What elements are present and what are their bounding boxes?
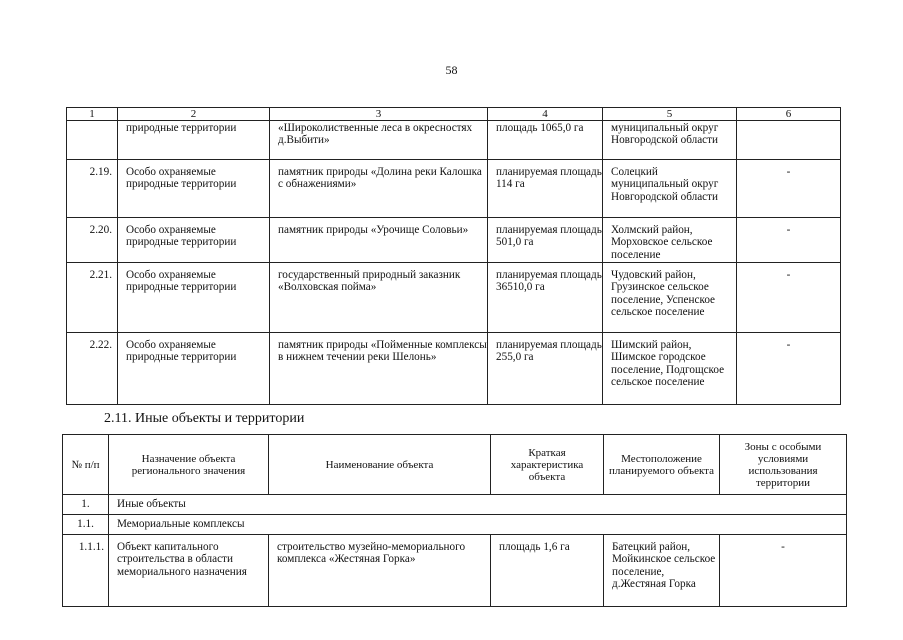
object-name: памятник природы «Урочище Соловьи» (270, 218, 488, 263)
object-purpose: Объект капитального строительства в области мемориального назначения (109, 535, 269, 607)
section-title: 2.11. Иные объекты и территории (104, 411, 305, 426)
header-zones: Зоны с особыми условиями использования территории (720, 435, 847, 495)
object-characteristic: планируемая площадь 255,0 га (488, 333, 603, 405)
row-number: 2.22. (67, 333, 118, 405)
restricted-zones: - (720, 535, 847, 607)
table-row (67, 263, 841, 333)
objects-table-continued (66, 107, 841, 405)
header-number: № п/п (63, 435, 109, 495)
object-name: памятник природы «Пойменные комплексы в нижнем течении реки Шелонь» (270, 333, 488, 405)
restricted-zones: - (737, 263, 841, 333)
object-characteristic: площадь 1,6 га (491, 535, 604, 607)
column-number: 6 (737, 108, 841, 121)
object-location: Холмский район, Морховское сельское поселение (603, 218, 737, 263)
column-number-row (67, 108, 841, 121)
table-row (67, 121, 841, 160)
group-label: Иные объекты (109, 495, 847, 515)
page-number: 58 (445, 63, 458, 77)
row-number: 2.21. (67, 263, 118, 333)
header-purpose: Назначение объекта регионального значения (109, 435, 269, 495)
object-characteristic: планируемая площадь 501,0 га (488, 218, 603, 263)
row-number: 1.1.1. (63, 535, 109, 607)
object-name: памятник природы «Долина реки Калошка с обнажениями» (270, 160, 488, 218)
table-row (67, 160, 841, 218)
subgroup-label: Мемориальные комплексы (109, 515, 847, 535)
restricted-zones: - (737, 333, 841, 405)
object-purpose: Особо охраняемые природные территории (118, 218, 270, 263)
table-header-row (63, 435, 847, 495)
subgroup-row (63, 515, 847, 535)
object-location: Солецкий муниципальный округ Новгородской области (603, 160, 737, 218)
object-name: государственный природный заказник «Волховская пойма» (270, 263, 488, 333)
object-location: Чудовский район, Грузинское сельское поселение, Успенское сельское поселение (603, 263, 737, 333)
object-name: «Широколиственные леса в окресностях д.Выбити» (270, 121, 488, 160)
row-number: 2.20. (67, 218, 118, 263)
object-purpose: природные территории (118, 121, 270, 160)
object-location: муниципальный округ Новгородской области (603, 121, 737, 160)
column-number: 1 (67, 108, 118, 121)
group-row (63, 495, 847, 515)
object-purpose: Особо охраняемые природные территории (118, 263, 270, 333)
row-number: 2.19. (67, 160, 118, 218)
other-objects-table (62, 434, 847, 607)
row-number (67, 121, 118, 160)
column-number: 4 (488, 108, 603, 121)
object-name: строительство музейно-мемориального комплекса «Жестяная Горка» (269, 535, 491, 607)
header-location: Местоположение планируемого объекта (604, 435, 720, 495)
table-row (63, 535, 847, 607)
restricted-zones: - (737, 160, 841, 218)
restricted-zones (737, 121, 841, 160)
column-number: 2 (118, 108, 270, 121)
object-characteristic: площадь 1065,0 га (488, 121, 603, 160)
object-location: Батецкий район, Мойкинское сельское поселение, д.Жестяная Горка (604, 535, 720, 607)
table-row (67, 333, 841, 405)
table-row (67, 218, 841, 263)
column-number: 3 (270, 108, 488, 121)
column-number: 5 (603, 108, 737, 121)
restricted-zones: - (737, 218, 841, 263)
subgroup-number: 1.1. (63, 515, 109, 535)
header-characteristic: Краткая характеристика объекта (491, 435, 604, 495)
object-characteristic: планируемая площадь 36510,0 га (488, 263, 603, 333)
object-purpose: Особо охраняемые природные территории (118, 160, 270, 218)
header-name: Наименование объекта (269, 435, 491, 495)
group-number: 1. (63, 495, 109, 515)
object-purpose: Особо охраняемые природные территории (118, 333, 270, 405)
object-characteristic: планируемая площадь 114 га (488, 160, 603, 218)
object-location: Шимский район, Шимское городское поселение, Подгощское сельское поселение (603, 333, 737, 405)
